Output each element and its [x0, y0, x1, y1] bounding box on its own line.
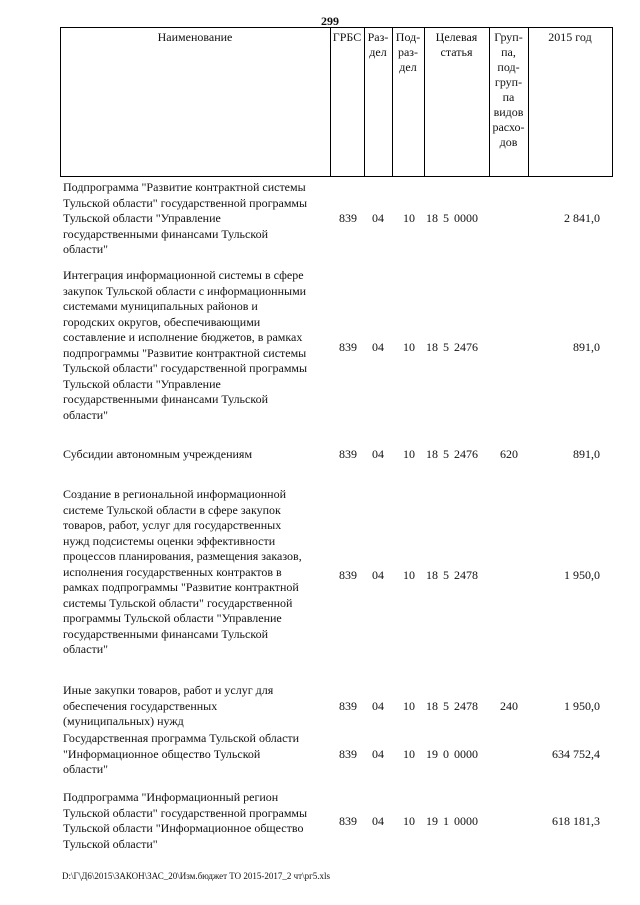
row-grbs: 839 — [339, 340, 357, 354]
row-amount: 1 950,0 — [564, 699, 600, 713]
header-target — [424, 27, 489, 177]
header-name: Наименование — [157, 30, 233, 44]
header-group-line: видов — [493, 105, 524, 119]
row-grbs: 839 — [339, 568, 357, 582]
row-name-line: рамках подпрограммы "Развитие контрактной — [63, 580, 299, 594]
row-name-line: исполнения государственных контрактов в — [63, 564, 282, 579]
row-razdel: 04 — [372, 699, 384, 713]
row-target: 18 5 0000 — [426, 211, 478, 225]
row-name-line: Государственная программа Тульской области — [63, 731, 300, 745]
row-razdel: 04 — [372, 340, 384, 354]
row-name-line: нужд подсистемы оценки эффективности — [63, 533, 276, 548]
row-name-line: Создание в региональной информационной — [63, 487, 287, 501]
row-name — [63, 683, 333, 730]
row-razdel: 04 — [372, 211, 384, 225]
row-target: 18 5 2476 — [426, 340, 478, 354]
row-amount: 618 181,3 — [552, 814, 600, 828]
header-group-line: груп- — [494, 75, 523, 89]
row-name-line: Тульской области "Управление — [63, 211, 221, 225]
row-name-line: товаров, работ, услуг для государственных — [63, 518, 282, 532]
row-podrazdel: 10 — [403, 747, 415, 761]
row-name-line: процессов планирования, размещения заказов, — [63, 549, 302, 563]
row-podrazdel: 10 — [403, 447, 415, 461]
row-name — [63, 731, 333, 778]
row-grbs: 839 — [339, 211, 357, 225]
header-podrazdel — [392, 27, 424, 177]
row-target: 18 5 2478 — [426, 699, 478, 713]
row-name-line: системами муниципальных районов и — [63, 299, 258, 313]
header-podrazdel-line: дел — [399, 60, 417, 74]
row-amount: 2 841,0 — [564, 211, 600, 225]
row-name-line: области" — [63, 407, 109, 422]
row-razdel: 04 — [372, 568, 384, 582]
row-name-line: государственными финансами Тульской — [63, 226, 268, 241]
row-name-line: государственными финансами Тульской — [63, 626, 268, 641]
row-name-line: программы Тульской области "Управление — [63, 611, 282, 625]
row-name-line: системе Тульской области в сфере закупок — [63, 502, 281, 517]
row-group: 240 — [500, 699, 518, 713]
row-name-line: системы Тульской области" государственной — [63, 595, 293, 610]
header-podrazdel-line: раз- — [397, 45, 419, 59]
row-podrazdel: 10 — [403, 814, 415, 828]
row-name-line: Интеграция информационной системы в сфере — [63, 268, 304, 282]
header-group-line: Груп- — [494, 30, 523, 44]
row-amount: 1 950,0 — [564, 568, 600, 582]
footer-file-path: D:\Г\Д6\2015\ЗАКОН\ЗАС_20\Изм.бюджет ТО 2015-2017_2 чт\рг5.xls — [62, 871, 331, 881]
row-name-line: области" — [63, 762, 109, 776]
row-name-line: Тульской области" государственной программы — [63, 805, 308, 820]
header-podrazdel-line: Под- — [395, 30, 421, 44]
row-group: 620 — [500, 447, 518, 461]
row-grbs: 839 — [339, 747, 357, 761]
row-podrazdel: 10 — [403, 568, 415, 582]
row-razdel: 04 — [372, 747, 384, 761]
header-group-line: дов — [499, 135, 518, 149]
row-name — [63, 180, 333, 258]
row-podrazdel: 10 — [403, 340, 415, 354]
row-name-line: Тульской области" — [63, 836, 158, 851]
row-grbs: 839 — [339, 447, 357, 461]
row-amount: 634 752,4 — [552, 747, 600, 761]
header-group-line: па — [502, 90, 515, 104]
page-number: 299 — [321, 14, 339, 28]
row-target: 18 5 2476 — [426, 447, 478, 461]
header-year: 2015 год — [548, 30, 592, 44]
header-razdel — [364, 27, 392, 177]
row-name-line: составление и исполнение бюджетов, в рамках — [63, 330, 303, 344]
header-group — [489, 27, 528, 177]
row-name-line: Подпрограмма "Развитие контрактной системы — [63, 180, 306, 194]
row-target: 19 0 0000 — [426, 747, 478, 761]
row-name — [63, 790, 333, 852]
row-grbs: 839 — [339, 699, 357, 713]
row-name — [63, 447, 333, 463]
row-razdel: 04 — [372, 447, 384, 461]
row-name-line: Субсидии автономным учреждениям — [63, 447, 253, 461]
row-target: 18 5 2478 — [426, 568, 478, 582]
row-name-line: области" — [63, 642, 109, 656]
row-name-line: (муниципальных) нужд — [63, 714, 184, 728]
header-group-line: под- — [497, 60, 520, 74]
header-razdel-line: дел — [369, 45, 387, 59]
header-group-line: па, — [501, 45, 516, 59]
row-name-line: подпрограммы "Развитие контрактной системы — [63, 345, 307, 360]
column-divider — [612, 27, 613, 177]
row-name-line: области" — [63, 242, 109, 256]
row-name-line: Тульской области "Информационное общество — [63, 821, 304, 835]
row-amount: 891,0 — [573, 340, 600, 354]
row-name-line: Подпрограмма "Информационный регион — [63, 790, 279, 804]
row-name-line: Тульской области" государственной программы — [63, 361, 308, 375]
row-name-line: государственными финансами Тульской — [63, 392, 268, 406]
row-name-line: закупок Тульской области с информационными — [63, 283, 307, 298]
row-name — [63, 268, 333, 423]
row-name-line: Иные закупки товаров, работ и услуг для — [63, 683, 274, 697]
row-amount: 891,0 — [573, 447, 600, 461]
row-grbs: 839 — [339, 814, 357, 828]
row-name — [63, 487, 333, 658]
row-razdel: 04 — [372, 814, 384, 828]
header-target-line: Целевая — [435, 30, 478, 44]
row-name-line: "Информационное общество Тульской — [63, 746, 261, 761]
row-name-line: Тульской области "Управление — [63, 376, 221, 391]
row-podrazdel: 10 — [403, 699, 415, 713]
header-group-line: расхо- — [492, 120, 525, 134]
header-target-line: статья — [440, 45, 473, 59]
row-target: 19 1 0000 — [426, 814, 478, 828]
row-name-line: Тульской области" государственной программы — [63, 195, 308, 210]
header-grbs: ГРБС — [332, 30, 362, 44]
row-name-line: городских округов, обеспечивающими — [63, 314, 261, 329]
row-podrazdel: 10 — [403, 211, 415, 225]
header-razdel-line: Раз- — [367, 30, 389, 44]
row-name-line: обеспечения государственных — [63, 698, 218, 713]
